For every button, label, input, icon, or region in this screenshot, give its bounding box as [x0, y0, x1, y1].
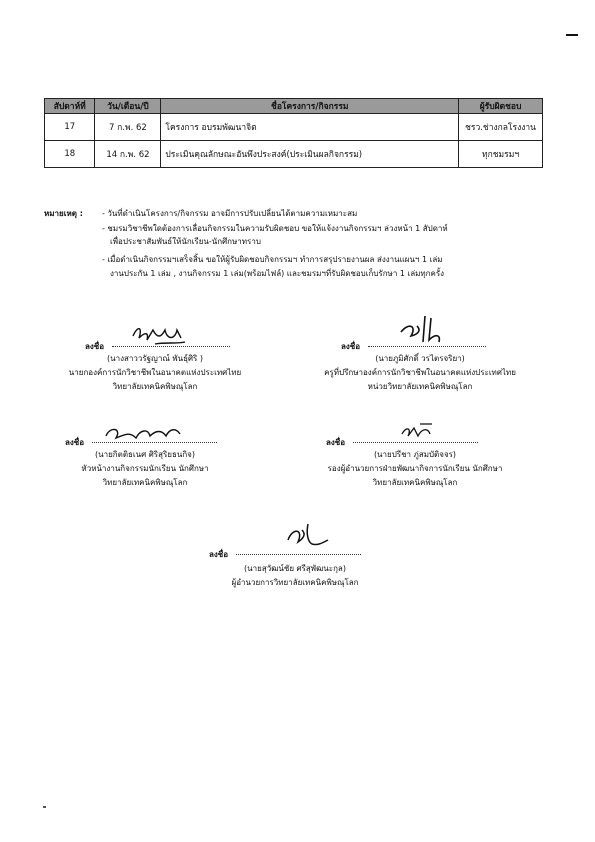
signer-title: นายกองค์การนักวิชาชีพในอนาคตแห่งประเทศไทย	[68, 368, 242, 377]
notes-line: - เมื่อดำเนินกิจกรรมฯเสร็จสิ้น ขอให้ผู้รับผิดชอบกิจกรรมฯ ทำการสรุปรายงานผล ส่งงานแผนฯ 1 เล่ม	[102, 255, 443, 264]
signer-title: รองผู้อำนวยการฝ่ายพัฒนากิจการนักเรียน นักศึกษา	[327, 464, 503, 473]
signer-title: หน่วยวิทยาลัยเทคนิคพิษณุโลก	[367, 382, 473, 391]
sign-label: ลงชื่อ	[85, 342, 105, 351]
responsible-cell: ชรว.ช่างกลโรงงาน	[459, 114, 543, 141]
sign-label: ลงชื่อ	[209, 550, 229, 559]
signer-title: วิทยาลัยเทคนิคพิษณุโลก	[372, 478, 458, 487]
signer-name: (นายกิตติธเนศ ศิริสุริยธนกิจ)	[95, 450, 195, 459]
sign-label: ลงชื่อ	[326, 438, 346, 447]
col-date: วัน/เดือน/ปี	[95, 99, 161, 114]
notes-label: หมายเหตุ :	[44, 209, 83, 218]
col-week: สัปดาห์ที่	[45, 99, 95, 114]
scan-speck	[43, 806, 46, 808]
notes-line: - วันที่ดำเนินโครงการ/กิจกรรม อาจมีการปรับเปลี่ยนได้ตามความเหมาะสม	[102, 209, 358, 218]
table-row	[45, 141, 543, 168]
notes-line: - ชมรมวิชาชีพใดต้องการเลื่อนกิจกรรมในความรับผิดชอบ ขอให้แจ้งงานกิจกรรมฯ ล่วงหน้า 1 สัปดาห์	[102, 224, 448, 233]
col-responsible: ผู้รับผิดชอบ	[459, 99, 543, 114]
signature-scribble	[100, 420, 190, 446]
table-row	[45, 114, 543, 141]
signature-scribble	[282, 520, 332, 552]
project-cell: ประเมินคุณลักษณะอันพึงประสงค์(ประเมินผลกิจกรรม)	[161, 141, 459, 168]
corner-mark	[566, 34, 578, 36]
activity-table	[44, 98, 543, 168]
signer-title: หัวหน้างานกิจกรรมนักเรียน นักศึกษา	[81, 464, 209, 473]
week-cell: 17	[45, 114, 95, 141]
notes-line: เพื่อประชาสัมพันธ์ให้นักเรียน-นักศึกษาทราบ	[110, 237, 261, 246]
signer-title: ครูที่ปรึกษาองค์การนักวิชาชีพในอนาคตแห่งประเทศไทย	[324, 368, 516, 377]
signer-title: วิทยาลัยเทคนิคพิษณุโลก	[102, 478, 188, 487]
signer-name: (นายปรีชา ภู่สมบัติจจร)	[373, 450, 457, 459]
col-project: ชื่อโครงการ/กิจกรรม	[161, 99, 459, 114]
sign-label: ลงชื่อ	[341, 342, 361, 351]
signature-scribble	[398, 420, 438, 444]
project-cell: โครงการ อบรมพัฒนาจิต	[161, 114, 459, 141]
sign-label: ลงชื่อ	[65, 438, 85, 447]
signer-name: (นางสาววรัฐญาณ์ พันธุ์ศิริ )	[107, 354, 203, 363]
date-cell: 14 ก.พ. 62	[95, 141, 161, 168]
signer-name: (นายภูมิศักดิ์ วรไตรจริยา)	[375, 354, 465, 363]
signature-scribble	[125, 318, 205, 348]
responsible-cell: ทุกชมรมฯ	[459, 141, 543, 168]
signer-title: วิทยาลัยเทคนิคพิษณุโลก	[112, 382, 198, 391]
table-header-row	[45, 99, 543, 114]
signer-title: ผู้อำนวยการวิทยาลัยเทคนิคพิษณุโลก	[231, 578, 359, 587]
notes-line: งานประกัน 1 เล่ม , งานกิจกรรม 1 เล่ม(พร้อมไฟล์) และชมรมฯที่รับผิดชอบเก็บรักษา 1 เล่มทุกครั้ง	[110, 269, 445, 278]
date-cell: 7 ก.พ. 62	[95, 114, 161, 141]
week-cell: 18	[45, 141, 95, 168]
signer-name: (นายสุวัฒน์ชัย ศรีสุพัฒนะกุล)	[244, 564, 346, 573]
signature-scribble	[395, 312, 465, 346]
